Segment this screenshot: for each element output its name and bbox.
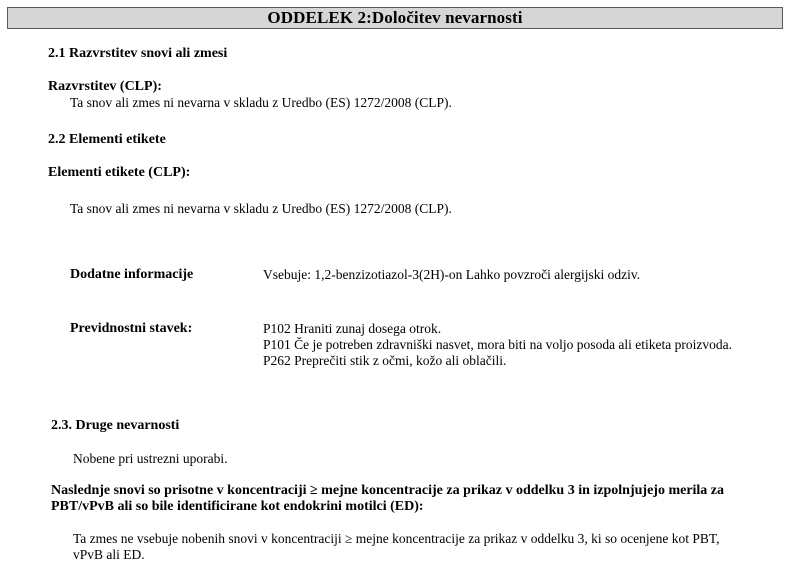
- precaution-p262: P262 Preprečiti stik z očmi, kožo ali oblačili.: [263, 353, 507, 368]
- pbt-statement-line-2: vPvB ali ED.: [73, 547, 145, 562]
- precaution-p102: P102 Hraniti zunaj dosega otrok.: [263, 321, 442, 336]
- heading-2-3: 2.3. Druge nevarnosti: [51, 418, 180, 433]
- label-elements-text: Ta snov ali zmes ni nevarna v skladu z Uredbo (ES) 1272/2008 (CLP).: [70, 201, 452, 216]
- heading-2-1: 2.1 Razvrstitev snovi ali zmesi: [48, 46, 228, 61]
- pbt-statement-line-1: Ta zmes ne vsebuje nobenih snovi v koncentraciji ≥ mejne koncentracije za prikaz v oddelku 3, ki so ocenjene kot PBT,: [73, 531, 720, 546]
- subheading-classification: Razvrstitev (CLP):: [48, 79, 162, 94]
- other-hazards-text: Nobene pri ustrezni uporabi.: [73, 451, 228, 466]
- precaution-p101: P101 Če je potreben zdravniški nasvet, mora biti na voljo posoda ali etiketa proizvoda.: [263, 337, 733, 352]
- heading-2-2: 2.2 Elementi etikete: [48, 132, 166, 147]
- additional-info-label: Dodatne informacije: [70, 267, 194, 282]
- subheading-label-elements: Elementi etikete (CLP):: [48, 165, 191, 180]
- precaution-label: Previdnostni stavek:: [70, 321, 193, 336]
- pbt-note-line-1: Naslednje snovi so prisotne v koncentraciji ≥ mejne koncentracije za prikaz v oddelku 3 in izpolnjujejo merila za: [51, 483, 725, 498]
- section-title: ODDELEK 2:Določitev nevarnosti: [267, 8, 523, 27]
- pbt-note-line-2: PBT/vPvB ali so bile identificirane kot endokrini motilci (ED):: [51, 499, 424, 514]
- additional-info-value: Vsebuje: 1,2-benzizotiazol-3(2H)-on Lahko povzroči alergijski odziv.: [263, 267, 641, 282]
- section-title-bar: [7, 7, 783, 29]
- classification-text: Ta snov ali zmes ni nevarna v skladu z Uredbo (ES) 1272/2008 (CLP).: [70, 95, 452, 110]
